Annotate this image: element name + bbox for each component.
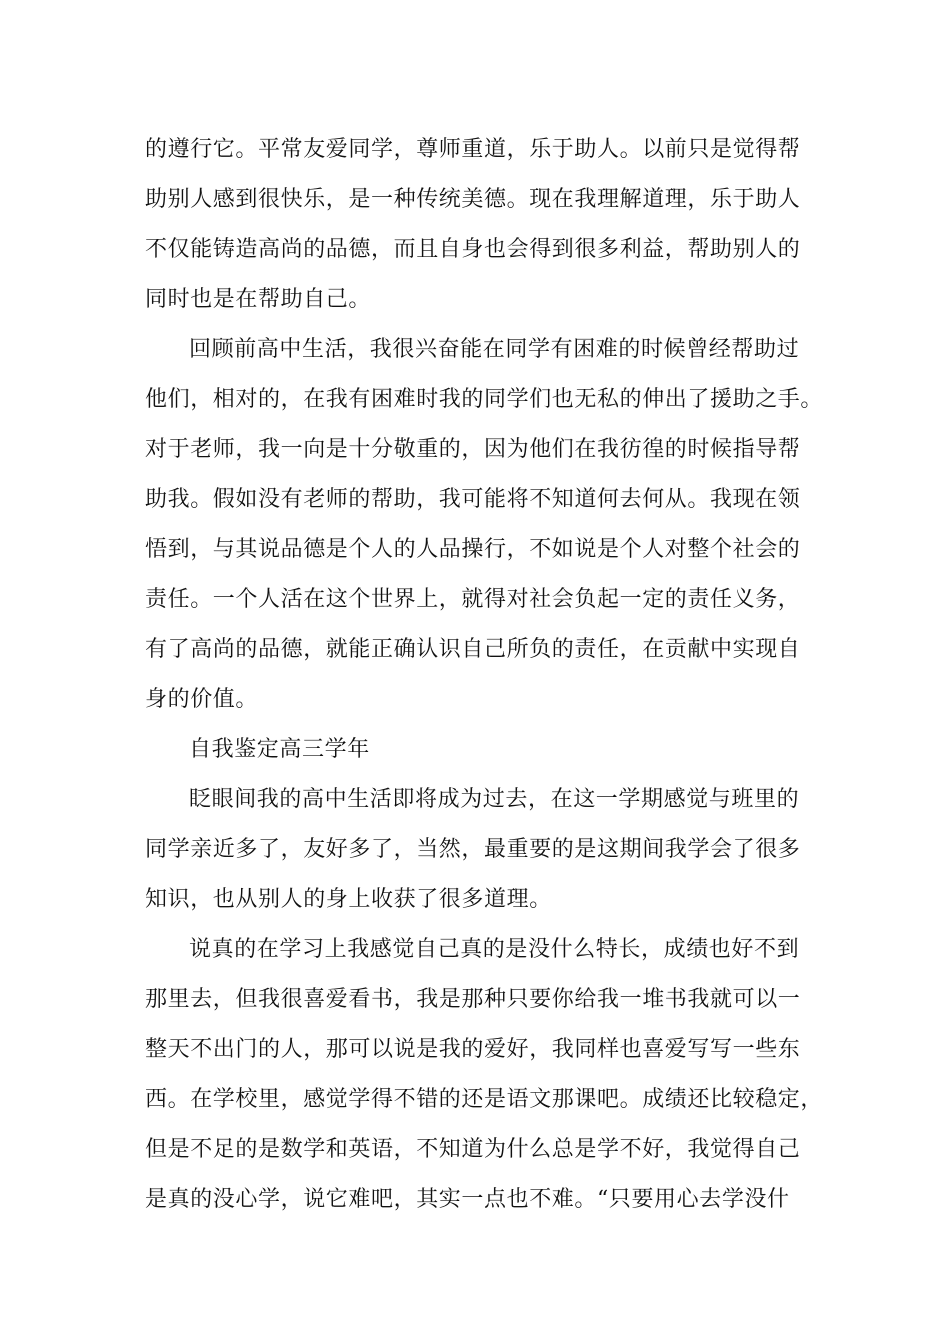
text-line: 西。在学校里，感觉学得不错的还是语文那课吧。成绩还比较稳定， (145, 1087, 824, 1112)
text-line: 责任。一个人活在这个世界上，就得对社会负起一定的责任义务， (145, 587, 801, 612)
text-line: 是真的没心学，说它难吧，其实一点也不难。“只要用心去学没什 (145, 1187, 790, 1212)
text-line: 整天不出门的人，那可以说是我的爱好，我同样也喜爱写写一些东 (145, 1037, 801, 1062)
section-heading: 自我鉴定高三学年 (189, 737, 370, 762)
text-line: 有了高尚的品德，就能正确认识自己所负的责任，在贡献中实现自 (145, 637, 801, 662)
text-line: 的遵行它。平常友爱同学，尊师重道，乐于助人。以前只是觉得帮 (145, 137, 801, 162)
text-line: 同时也是在帮助自己。 (145, 287, 372, 312)
text-line: 那里去，但我很喜爱看书，我是那种只要你给我一堆书我就可以一 (145, 987, 801, 1012)
text-line: 不仅能铸造高尚的品德，而且自身也会得到很多利益，帮助别人的 (145, 237, 801, 262)
text-line: 对于老师，我一向是十分敬重的，因为他们在我彷徨的时候指导帮 (145, 437, 801, 462)
text-line: 助别人感到很快乐，是一种传统美德。现在我理解道理，乐于助人 (145, 187, 801, 212)
text-line: 同学亲近多了，友好多了，当然，最重要的是这期间我学会了很多 (145, 837, 801, 862)
text-line: 助我。假如没有老师的帮助，我可能将不知道何去何从。我现在领 (145, 487, 801, 512)
text-line: 但是不足的是数学和英语，不知道为什么总是学不好，我觉得自己 (145, 1137, 801, 1162)
paragraph-start-line: 眨眼间我的高中生活即将成为过去，在这一学期感觉与班里的 (189, 787, 800, 812)
text-line: 身的价值。 (145, 687, 259, 712)
text-line: 悟到，与其说品德是个人的人品操行，不如说是个人对整个社会的 (145, 537, 801, 562)
paragraph-start-line: 说真的在学习上我感觉自己真的是没什么特长，成绩也好不到 (189, 937, 800, 962)
text-line: 他们，相对的，在我有困难时我的同学们也无私的伸出了援助之手。 (145, 387, 824, 412)
paragraph-start-line: 回顾前高中生活，我很兴奋能在同学有困难的时候曾经帮助过 (189, 337, 800, 362)
text-line: 知识，也从别人的身上收获了很多道理。 (145, 887, 552, 912)
